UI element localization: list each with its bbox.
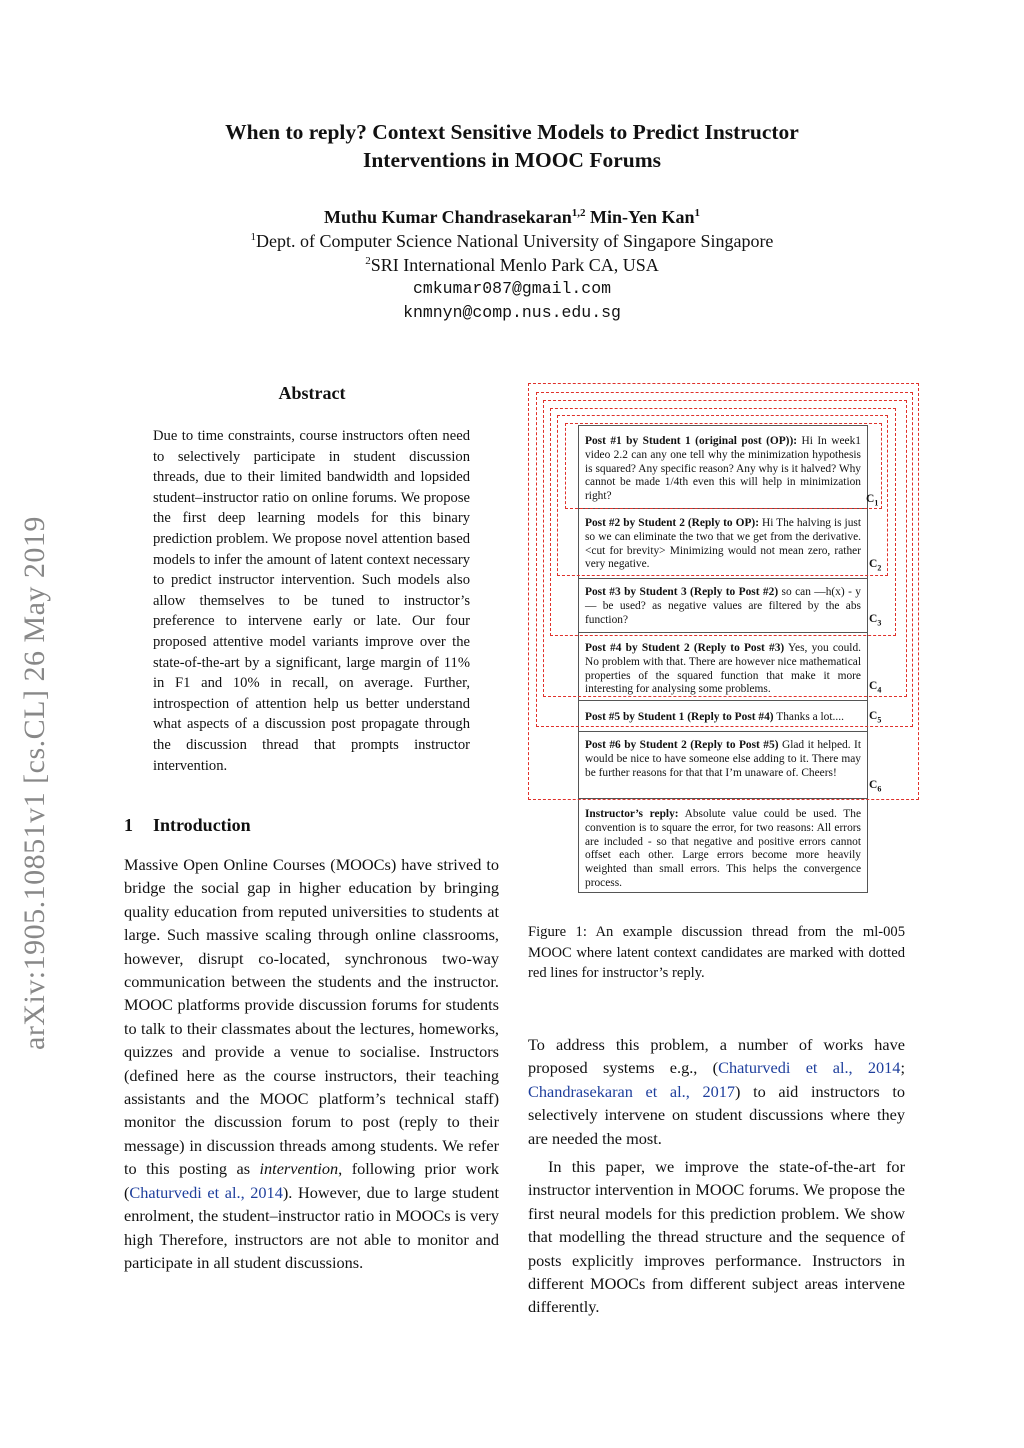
email-2[interactable]: knmnyn@comp.nus.edu.sg bbox=[403, 303, 621, 322]
affil-1-text: Dept. of Computer Science National University of Singapore Singapore bbox=[256, 231, 774, 251]
intro-p2-text-b: ) to aid instructors to selectively intervene on student discussions where they are needed the most. bbox=[528, 1081, 905, 1148]
context-box-c1 bbox=[565, 423, 882, 509]
instructor-reply bbox=[585, 808, 861, 891]
intro-paragraph-3: In this paper, we improve the state-of-the-art for instructor intervention in MOOC forums. We propose the first neural models for this prediction problem. We show that modelling the thread structure and the sequence of posts explicitly improves performance. Instructors in different MOOCs from different subject areas intervene differently. bbox=[528, 1157, 905, 1317]
post-3-header: Post #3 by Student 3 (Reply to Post #2) bbox=[585, 586, 779, 598]
affil-2-sup: 2 bbox=[365, 255, 371, 267]
figure-caption: Figure 1: An example discussion thread from the ml-005 MOOC where latent context candidates are marked with dotted red lines for instructor’s reply. bbox=[528, 924, 905, 982]
intro-paragraph-1 bbox=[124, 853, 499, 1274]
c3-letter: C bbox=[869, 613, 878, 625]
c5-letter: C bbox=[869, 710, 878, 722]
affiliation-2 bbox=[0, 253, 1024, 277]
post-2-header: Post #2 by Student 2 (Reply to OP): bbox=[585, 517, 759, 529]
c5-index: 5 bbox=[877, 715, 882, 725]
intro-paragraph-2 bbox=[528, 1033, 905, 1150]
abstract-heading: Abstract bbox=[278, 383, 346, 403]
author-1-sup: 1,2 bbox=[571, 207, 586, 219]
title-line-1: When to reply? Context Sensitive Models to Predict Instructor bbox=[225, 120, 799, 144]
intro-p1-emphasis: intervention bbox=[259, 1159, 339, 1179]
affil-2-text: SRI International Menlo Park CA, USA bbox=[370, 255, 659, 275]
c6-letter: C bbox=[869, 779, 878, 791]
section-number: 1 bbox=[124, 815, 133, 835]
instructor-reply-body: Absolute value could be used. The convention is to square the error, for two reasons: All errors are included - so that negative and positive errors cannot offset each other. Large errors become more heavily weighted than small errors. This helps the convergence process. bbox=[585, 808, 862, 889]
citation-link[interactable]: Chaturvedi et al., 2014 bbox=[718, 1058, 901, 1078]
post-5-header: Post #5 by Student 1 (Reply to Post #4) bbox=[585, 711, 774, 723]
context-label-c6 bbox=[869, 779, 881, 793]
citation-link[interactable]: Chaturvedi et al., 2014 bbox=[129, 1182, 283, 1202]
section-title: Introduction bbox=[153, 815, 251, 835]
arxiv-identifier: arXiv:1905.10851v1 [cs.CL] 26 May 2019 bbox=[18, 516, 51, 1050]
section-heading-introduction bbox=[124, 815, 251, 836]
post-6-body: Glad it helped. It would be nice to have someone else adding to it. There may be further reasons for that that I’m unaware of. Cheers! bbox=[585, 739, 861, 779]
author-2: Min-Yen Kan bbox=[589, 207, 695, 227]
c1-index: 1 bbox=[874, 498, 879, 508]
post-1-header: Post #1 by Student 1 (original post (OP)): bbox=[585, 435, 798, 447]
context-label-c3 bbox=[869, 613, 881, 627]
abstract-text: Due to time constraints, course instructors often need to selectively participate in student discussion threads, due to their limited bandwidth and lopsided student–instructor ratio on online forums. We propose the first deep learning models for this binary prediction problem. We propose novel attention based models to infer the amount of latent context necessary to predict instructor intervention. Such models also allow themselves to be tuned to instructor’s preference to intervene early or late. Our four proposed attentive model variants improve over the state-of-the-art by a significant, large margin of 11% in F1 and 10% in recall, on average. Further, introspection of attention help us better understand what aspects of a discussion post propagate through the discussion thread that prompts instructor intervention. bbox=[153, 428, 470, 774]
citation-separator: ; bbox=[900, 1058, 905, 1078]
c1-letter: C bbox=[866, 493, 875, 505]
intro-p1-text-c: ). However, due to large student enrolment, the student–instructor ratio in MOOCs is very high Therefore, instructors are not able to monitor and participate in all student discussions. bbox=[124, 1182, 499, 1272]
post-2-body: Hi The halving is just so we can eliminate the two that we get from the derivative. <cut for brevity> Minimizing would not mean zero, rather very negative. bbox=[585, 517, 862, 571]
post-3-body: so can —h(x) - y— be used? as negative values are filtered by the abs function? bbox=[585, 586, 861, 626]
affil-1-sup: 1 bbox=[250, 231, 257, 243]
author-2-sup: 1 bbox=[694, 207, 700, 219]
author-names bbox=[0, 205, 1024, 229]
intro-p2-text-a: To address this problem, a number of works have proposed systems e.g., ( bbox=[528, 1035, 905, 1078]
citation-link[interactable]: Chandrasekaran et al., 2017 bbox=[528, 1081, 736, 1101]
post-6-header: Post #6 by Student 2 (Reply to Post #5) bbox=[585, 739, 779, 751]
title-line-2: Interventions in MOOC Forums bbox=[362, 148, 661, 172]
post-1-body: Hi In week1 video 2.2 can any one tell why the minimization hypothesis is squared? Any specific reason? Any why is it halved? Why cannot be made 1/4th even this will help in minimization right? bbox=[585, 435, 862, 503]
paper-title bbox=[0, 118, 1024, 174]
author-block bbox=[0, 205, 1024, 325]
context-label-c1 bbox=[866, 493, 878, 507]
author-1: Muthu Kumar Chandrasekaran bbox=[324, 207, 572, 227]
c3-index: 3 bbox=[877, 618, 882, 628]
context-label-c4 bbox=[869, 680, 881, 694]
intro-p1-text-b: , following prior work ( bbox=[124, 1159, 500, 1202]
email-1[interactable]: cmkumar087@gmail.com bbox=[412, 279, 612, 298]
instructor-reply-header: Instructor’s reply: bbox=[585, 808, 679, 820]
context-label-c5 bbox=[869, 710, 881, 724]
c2-letter: C bbox=[869, 558, 878, 570]
post-4-body: Yes, you could. No problem with that. There are however nice mathematical properties of the squared function that make it more interesting for analysing some problems. bbox=[585, 642, 861, 696]
post-4-header: Post #4 by Student 2 (Reply to Post #3) bbox=[585, 642, 785, 654]
c2-index: 2 bbox=[877, 563, 882, 573]
post-5-body: Thanks a lot.... bbox=[773, 711, 844, 723]
intro-p1-text-a: Massive Open Online Courses (MOOCs) have strived to bridge the social gap in higher education by bringing quality education from reputed universities to students at large. Such massive scaling through online classrooms, however, disrupt co-located, synchronous two-way communication between the students and the instructor. MOOC platforms provide discussion forums for students to talk to their classmates about the lectures, homeworks, quizzes and provide a venue to socialise. Instructors (defined here as the course instructors, their teaching assistants and the MOOC platform’s technical staff) monitor the discussion forum to post (reply to their message) in discussion threads among students. We refer to this posting as bbox=[124, 855, 499, 1179]
c4-index: 4 bbox=[877, 685, 882, 695]
affiliation-1 bbox=[0, 229, 1024, 253]
c6-index: 6 bbox=[877, 784, 882, 794]
context-label-c2 bbox=[869, 558, 881, 572]
c4-letter: C bbox=[869, 680, 878, 692]
